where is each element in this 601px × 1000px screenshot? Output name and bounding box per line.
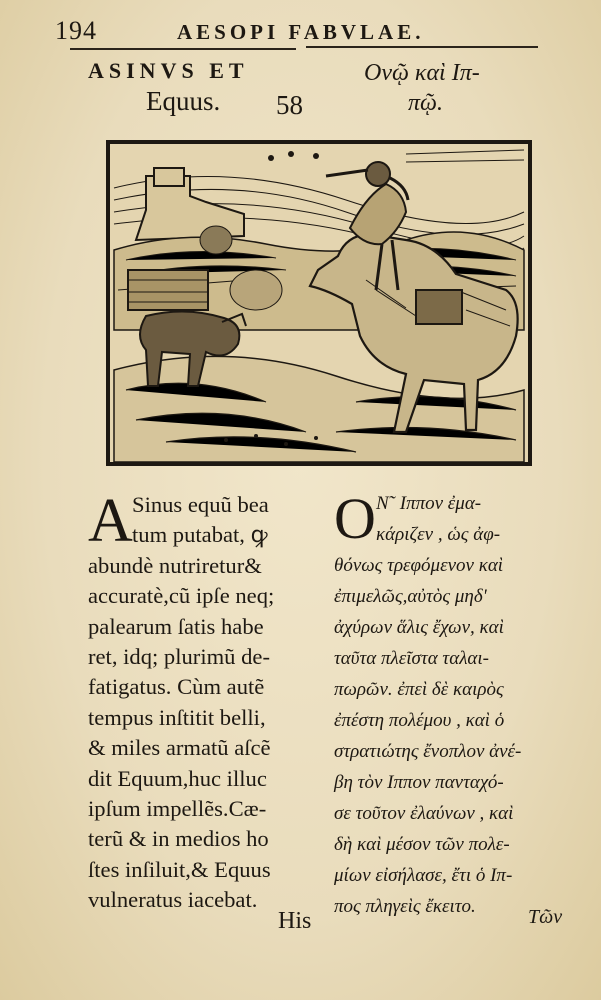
latin-text-column: [88, 487, 328, 916]
latin-text-line: ipſum impellẽs.Cæ-: [88, 796, 267, 822]
latin-drop-initial: A: [88, 487, 133, 555]
woodcut-illustration: [106, 140, 532, 466]
latin-title-line-1: ASINVS ET: [88, 58, 249, 83]
greek-text-line: ταῦτα πλεῖστα ταλαι-: [334, 648, 490, 669]
latin-text-line: tempus inſtitit belli,: [88, 704, 266, 730]
header-rule-right: [306, 46, 538, 48]
fable-number: 58: [276, 90, 303, 120]
latin-text-line: & miles armatũ aſcẽ: [88, 735, 271, 761]
latin-text-line: terũ & in medios ho: [88, 826, 269, 852]
greek-text-line: πος πληγεὶς ἔκειτο.: [334, 896, 476, 917]
latin-text-line: vulneratus iacebat.: [88, 887, 258, 913]
greek-text-line: Ν῀ Ιππον ἐμα-: [376, 493, 482, 514]
latin-text-line: Sinus equũ bea: [132, 492, 269, 517]
latin-text-line: fatigatus. Cùm autẽ: [88, 674, 265, 700]
latin-catchword: His: [278, 908, 312, 934]
woodcut-image: [106, 140, 532, 466]
latin-text-line: tum putabat, ꝙ: [132, 522, 268, 548]
greek-text-line: ἐπέστη πολέμου , καὶ ὁ: [334, 710, 505, 731]
greek-title-line-2: πῷ.: [408, 90, 443, 116]
greek-title-line-1: Ονῷ καὶ Ιπ-: [364, 60, 480, 86]
greek-text-line: πωρῶν. ἐπεὶ δὲ καιρὸς: [334, 679, 504, 700]
greek-text-line: ἐπιμελῶς,αὐτὸς μηδ': [334, 586, 487, 607]
page-number: 194: [55, 16, 97, 45]
greek-catchword: Τῶν: [528, 906, 563, 928]
greek-text-column: [334, 488, 566, 922]
header-rule-left: [70, 48, 296, 50]
running-title: AESOPI FABVLAE.: [177, 20, 425, 44]
latin-title-line-2: Equus.: [146, 86, 221, 116]
greek-text-line: μίων εἰσήλασε, ἔτι ὁ Ιπ-: [334, 865, 513, 886]
greek-text-line: θόνως τρεφόμενον καὶ: [334, 555, 504, 576]
greek-fable-title: [364, 58, 554, 118]
latin-text-line: dit Equum,huc illuc: [88, 765, 267, 791]
latin-text-line: abundè nutriretur&: [88, 552, 262, 578]
latin-text-line: ret, idq; plurimũ de-: [88, 644, 270, 670]
greek-drop-initial: O: [334, 486, 376, 551]
latin-text-line: accuratè,cũ ipſe neq;: [88, 583, 275, 609]
greek-text-line: δὴ καὶ μέσον τῶν πολε-: [334, 834, 510, 855]
greek-text-line: κάριζεν , ὡς ἀφ-: [376, 524, 501, 545]
greek-text-line: βη τὸν Ιππον πανταχό-: [334, 772, 504, 793]
latin-text-line: palearum ſatis habe: [88, 613, 264, 639]
latin-text-line: ſtes inſiluit,& Equus: [88, 856, 271, 882]
greek-text-line: ἀχύρων ἅλις ἔχων, καὶ: [334, 617, 504, 638]
greek-text-line: στρατιώτης ἔνοπλον ἀνέ-: [334, 741, 522, 762]
greek-text-line: σε τοῦτον ἐλαύνων , καὶ: [334, 803, 514, 824]
